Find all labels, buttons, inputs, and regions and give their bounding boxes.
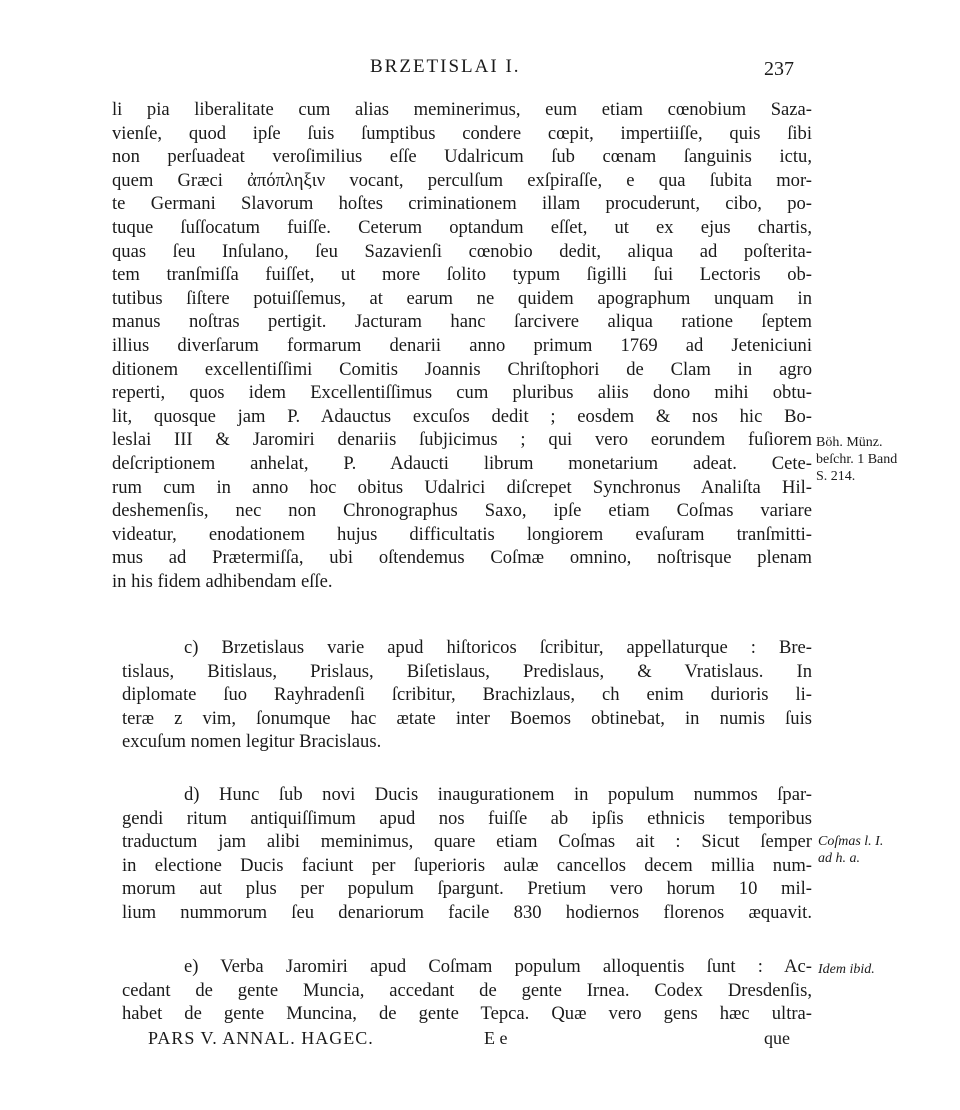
footnote-line: c) Brzetislaus varie apud hiſtoricos ſcribitur, appellaturque : Bre- [184,637,812,658]
main-line: non perſuadeat veroſimilius eſſe Udalricum ſub cœnam ſanguinis ictu, [112,146,812,168]
main-line: lit, quosque jam P. Adauctus excuſos dedit ; eosdem & nos hic Bo- [112,405,812,427]
page-footer [0,1028,960,1054]
footnote-line: cedant de gente Muncia, accedant de gente Irnea. Codex Dresdenſis, [122,979,812,1001]
footnote-line: diplomate ſuo Rayhradenſi ſcribitur, Brachizlaus, ch enim durioris li- [122,684,812,706]
footnote-line: morum aut plus per populum ſpargunt. Pretium vero horum 10 mil- [122,878,812,900]
main-text [112,98,812,593]
footnote-line: e) Verba Jaromiri apud Coſmam populum alloquentis ſunt : Ac- [184,956,812,977]
footnote-line: habet de gente Muncina, de gente Tepca. Quæ vero gens hæc ultra- [122,1003,812,1025]
margin-note-line: ad h. a. [818,851,860,866]
main-line: videatur, enodationem hujus difficultatis longiorem evaſuram tranſmitti- [112,523,812,545]
margin-note-line: Coſmas l. I. [818,834,884,849]
footnote-line: gendi ritum antiquiſſimum apud nos fuiſſe ab ipſis ethnicis temporibus [122,807,812,829]
margin-note-bohm [816,434,897,485]
main-line: mus ad Prætermiſſa, ubi oſtendemus Coſmæ omnino, noſtrisque plenam [112,547,812,569]
main-line: leslai III & Jaromiri denariis ſubjicimus ; qui vero eorundem fuſiorem [112,429,812,451]
main-line: deſcriptionem anhelat, P. Adaucti librum monetarium adeat. Cete- [112,452,812,474]
footnote-line: excuſum nomen legitur Bracislaus. [122,731,382,753]
footnote-d [122,783,812,925]
main-line: rum cum in anno hoc obitus Udalrici diſcrepet Synchronus Analiſta Hil- [112,476,812,498]
page-number: 237 [764,58,794,80]
footnote-line: lium nummorum ſeu denariorum facile 830 hodiernos florenos æquavit. [122,901,812,923]
main-line: deshemenſis, nec non Chronographus Saxo, ipſe etiam Coſmas variare [112,500,812,522]
catchword: que [764,1028,790,1048]
main-line: manus noſtras pertigit. Jacturam hanc ſarcivere aliqua ratione ſeptem [112,311,812,333]
main-line: li pia liberalitate cum alias meminerimus, eum etiam cœnobium Saza- [112,99,812,120]
main-line: vienſe, quod ipſe ſuis ſumptibus condere cœpit, impertiiſſe, quis ſibi [112,122,812,144]
main-line: in his fidem adhibendam eſſe. [112,570,333,592]
main-line: illius diverſarum formarum denarii anno primum 1769 ad Jeteniciuni [112,334,812,356]
main-line: quem Græci ἀπόπληξιν vocant, perculſum exſpiraſſe, e qua ſubita mor- [112,169,812,191]
margin-note-line: S. 214. [816,469,856,484]
footnote-line: d) Hunc ſub novi Ducis inaugurationem in populum nummos ſpar- [184,784,812,805]
footnote-line: traductum jam alibi meminimus, quare etiam Coſmas ait : Sicut ſemper [122,831,812,853]
page-header [0,56,960,86]
margin-note-line: Idem ibid. [818,962,875,977]
margin-note-line: Böh. Münz. [816,435,883,450]
footnote-c [122,636,812,754]
margin-note-line: beſchr. 1 Band [816,452,898,467]
main-line: tem tranſmiſſa fuiſſet, ut more ſolito typum ſigilli ſui Lectoris ob- [112,264,812,286]
main-line: ditionem excellentiſſimi Comitis Joannis Chriſtophori de Clam in agro [112,358,812,380]
margin-note-idem [818,961,875,978]
main-line: tutibus ſiſtere potuiſſemus, at earum ne quidem apographum unquam in [112,287,812,309]
running-head: BRZETISLAI I. [370,56,521,77]
footnote-line: teræ z vim, ſonumque hac ætate inter Boemos obtinebat, in numis ſuis [122,707,812,729]
footnote-line: tislaus, Bitislaus, Prislaus, Biſetislaus, Predislaus, & Vratislaus. In [122,660,812,682]
gathering-mark: E e [484,1028,508,1048]
margin-note-cosmas [818,833,883,867]
signature-mark: PARS V. ANNAL. HAGEC. [148,1028,374,1048]
main-line: quas ſeu Inſulano, ſeu Sazavienſi cœnobio dedit, aliqua ad poſterita- [112,240,812,262]
main-line: tuque ſuſſocatum fuiſſe. Ceterum optandum eſſet, ut ex ejus chartis, [112,216,812,238]
main-line: te Germani Slavorum hoſtes criminationem illam procuderunt, cibo, po- [112,193,812,215]
footnote-e [122,955,812,1026]
main-line: reperti, quos idem Excellentiſſimus cum pluribus aliis dono mihi obtu- [112,382,812,404]
footnote-line: in electione Ducis faciunt per ſuperioris aulæ cancellos decem millia num- [122,854,812,876]
